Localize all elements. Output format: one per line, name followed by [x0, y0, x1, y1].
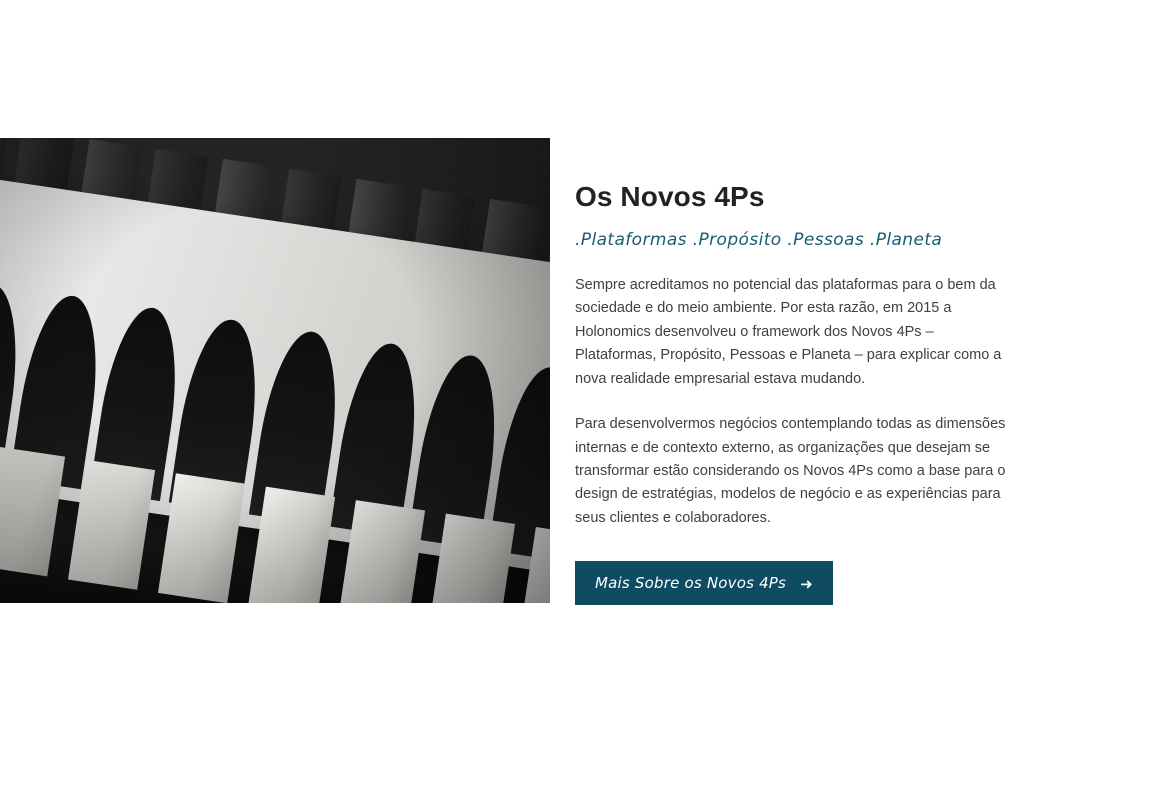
section-content	[575, 180, 1015, 605]
more-about-novos-4ps-button[interactable]	[575, 561, 833, 605]
page-title: Os Novos 4Ps	[575, 181, 765, 212]
architecture-photo	[0, 138, 550, 603]
arrow-right-icon: ➜	[800, 574, 813, 593]
photo-vignette	[0, 138, 550, 603]
section-subtitle: .Plataformas .Propósito .Pessoas .Planeta	[575, 229, 943, 250]
section-image	[0, 138, 550, 603]
body-paragraph-1: Sempre acreditamos no potencial das plataformas para o bem da sociedade e do meio ambiente. Por esta razão, em 2015 a Holonomics desenvolveu o framework dos Novos 4Ps – Plataformas, Propósito, Pessoas e Planeta – para explicar como a nova realidade empresarial estava mudando.	[575, 276, 1002, 387]
cta-label: Mais Sobre os Novos 4Ps	[595, 574, 787, 593]
body-paragraph-2: Para desenvolvermos negócios contemplando todas as dimensões internas e de contexto externo, as organizações que desejam se transformar estão considerando os Novos 4Ps como a base para o design de estratégias, modelos de negócio e as experiências para seus clientes e colaboradores.	[575, 416, 1006, 526]
